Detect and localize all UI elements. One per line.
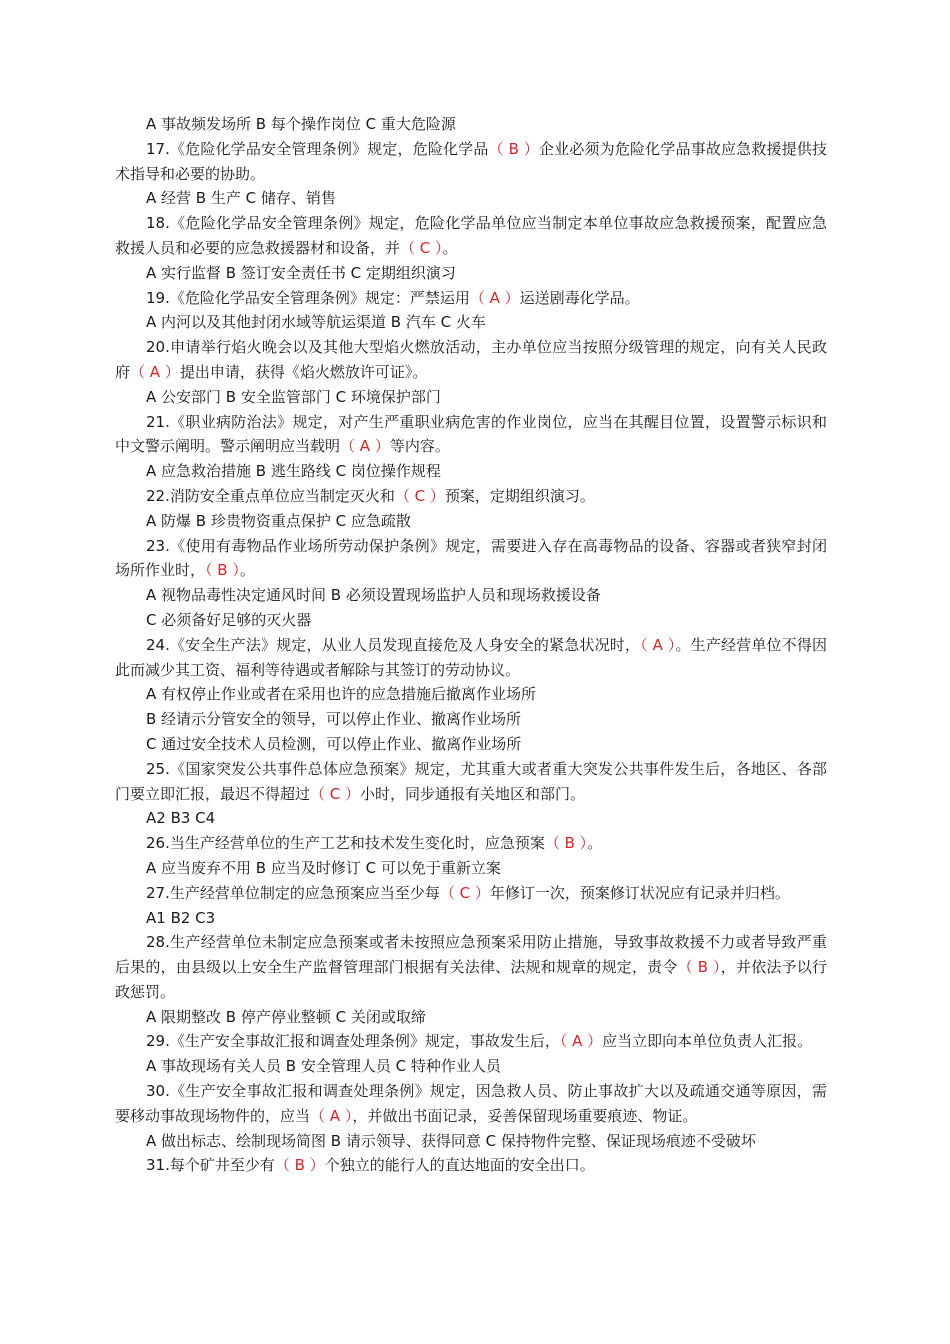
option-line: A 应急救治措施 B 逃生路线 C 岗位操作规程 [146, 462, 441, 481]
document-page [115, 112, 827, 1178]
question-text: 21.《职业病防治法》规定，对产生严重职业病危害的作业岗位，应当在其醒目位置，设置警示标识和中文警示阐明。警示阐明应当载明 [115, 412, 827, 456]
answer-mark: （ B ） [205, 561, 240, 580]
answer-mark: （ A ） [340, 437, 390, 456]
option-line: A 做出标志、绘制现场简图 B 请示领导、获得同意 C 保持物件完整、保证现场痕迹不受破坏 [146, 1131, 756, 1150]
answer-mark: （ A ） [559, 1032, 603, 1051]
question-text: 19.《危险化学品安全管理条例》规定：严禁运用 [146, 288, 470, 307]
option-line: A 应当废弃不用 B 应当及时修订 C 可以免于重新立案 [146, 858, 501, 877]
question-text: 28.生产经营单位未制定应急预案或者未按照应急预案采用防止措施，导致事故救援不力或者导致严重后果的，由县级以上安全生产监督管理部门根据有关法律、法规和规章的规定，责令 [115, 933, 827, 977]
question-line [115, 930, 827, 1004]
question-text-after: 。 [442, 238, 458, 257]
question-line [115, 286, 827, 311]
option-line: A 有权停止作业或者在采用也许的应急措施后撤离作业场所 [146, 685, 537, 704]
question-text-after: 等内容。 [389, 437, 450, 456]
answer-mark: （ A ） [469, 288, 520, 307]
option-line: A1 B2 C3 [146, 908, 216, 927]
question-text-after: 。生产经营单位不得因此而减少其工资、福利等待遇或者解除与其签订的劳动协议。 [115, 635, 827, 679]
answer-mark: （ B ） [488, 139, 540, 158]
option-line: B 经请示分管安全的领导，可以停止作业、撤离作业场所 [146, 710, 522, 729]
option-line: A 视物品毒性决定通风时间 B 必须设置现场监护人员和现场救援设备 [146, 586, 601, 605]
question-line [115, 881, 827, 906]
question-text-after: 小时，同步通报有关地区和部门。 [360, 784, 586, 803]
option-line: A 事故现场有关人员 B 安全管理人员 C 特种作业人员 [146, 1057, 501, 1076]
answer-mark: （ C ） [439, 883, 490, 902]
question-text: 30.《生产安全事故汇报和调查处理条例》规定，因急救人员、防止事故扩大以及疏通交通等原因，需要移动事故现场物件的，应当 [115, 1082, 827, 1125]
question-line [115, 534, 827, 584]
option-line: C 必须备好足够的灭火器 [146, 610, 312, 629]
question-line [115, 633, 827, 683]
option-line: A 限期整改 B 停产停业整顿 C 关闭或取缔 [146, 1007, 426, 1026]
option-line: A 经营 B 生产 C 储存、销售 [146, 189, 336, 208]
question-line [115, 211, 827, 261]
answer-mark: （ B ） [544, 834, 588, 853]
question-line [115, 757, 827, 807]
question-text-after: 预案，定期组织演习。 [444, 486, 595, 505]
question-text: 20.申请举行焰火晚会以及其他大型焰火燃放活动，主办单位应当按照分级管理的规定，向有关人民政府 [115, 338, 827, 381]
question-text-after: 。 [587, 834, 603, 853]
question-text: 23.《使用有毒物品作业场所劳动保护条例》规定，需要进入存在高毒物品的设备、容器或者狭窄封闭场所作业时， [115, 536, 827, 580]
question-line [115, 1079, 827, 1129]
option-line: A 内河以及其他封闭水域等航运渠道 B 汽车 C 火车 [146, 313, 486, 332]
answer-mark: （ C ） [394, 486, 445, 505]
option-line: C 通过安全技术人员检测，可以停止作业、撤离作业场所 [146, 734, 522, 753]
option-line: A 公安部门 B 安全监管部门 C 环境保护部门 [146, 387, 441, 406]
answer-mark: （ C ） [400, 238, 443, 257]
question-line [115, 137, 827, 187]
answer-mark: （ B ） [274, 1156, 325, 1175]
option-line: A 实行监督 B 签订安全责任书 C 定期组织演习 [146, 263, 456, 282]
question-text: 24.《安全生产法》规定，从业人员发现直接危及人身安全的紧急状况时， [146, 635, 641, 654]
question-text: 29.《生产安全事故汇报和调查处理条例》规定，事故发生后， [146, 1032, 560, 1051]
question-text-after: 提出申请，获得《焰火燃放许可证》。 [179, 362, 428, 381]
question-text-after: 年修订一次，预案修订状况应有记录并归档。 [489, 883, 790, 902]
question-text: 25.《国家突发公共事件总体应急预案》规定，尤其重大或者重大突发公共事件发生后，各地区、各部门要立即汇报，最迟不得超过 [115, 759, 827, 803]
question-text-after: 应当立即向本单位负责人汇报。 [602, 1032, 813, 1051]
question-text-after: 。 [239, 561, 255, 580]
answer-mark: （ A ） [640, 635, 676, 654]
answer-mark: （ C ） [310, 784, 361, 803]
option-line: A2 B3 C4 [146, 809, 216, 828]
question-text: 22.消防安全重点单位应当制定灭火和 [146, 486, 395, 505]
question-text-after: 运送剧毒化学品。 [519, 288, 640, 307]
question-text-after: ，并做出书面记录，妥善保留现场重要痕迹、物证。 [352, 1106, 698, 1125]
question-text-after: ，并依法予以行政惩罚。 [115, 958, 827, 1001]
question-text: 26.当生产经营单位的生产工艺和技术发生变化时，应急预案 [146, 834, 545, 853]
question-line [115, 1153, 827, 1178]
question-line [115, 335, 827, 385]
question-line [115, 1029, 827, 1054]
option-line: A 事故频发场所 B 每个操作岗位 C 重大危险源 [146, 115, 456, 133]
answer-mark: （ A ） [130, 362, 180, 381]
question-text: 31.每个矿井至少有 [146, 1156, 275, 1175]
option-line: A 防爆 B 珍贵物资重点保护 C 应急疏散 [146, 511, 411, 530]
question-text-after: 个独立的能行人的直达地面的安全出口。 [324, 1156, 595, 1175]
question-text: 18.《危险化学品安全管理条例》规定，危险化学品单位应当制定本单位事故应急救援预案，配置应急救援人员和必要的应急救援器材和设备，并 [115, 214, 827, 257]
answer-mark: （ A ） [310, 1106, 353, 1125]
answer-mark: （ B ） [677, 958, 721, 977]
question-line [115, 484, 827, 509]
question-text: 17.《危险化学品安全管理条例》规定，危险化学品 [146, 139, 489, 158]
question-text-after: 企业必须为危险化学品事故应急救援提供技术指导和必要的协助。 [115, 139, 828, 183]
question-line [115, 831, 827, 856]
question-text: 27.生产经营单位制定的应急预案应当至少每 [146, 883, 440, 902]
question-line [115, 410, 827, 460]
